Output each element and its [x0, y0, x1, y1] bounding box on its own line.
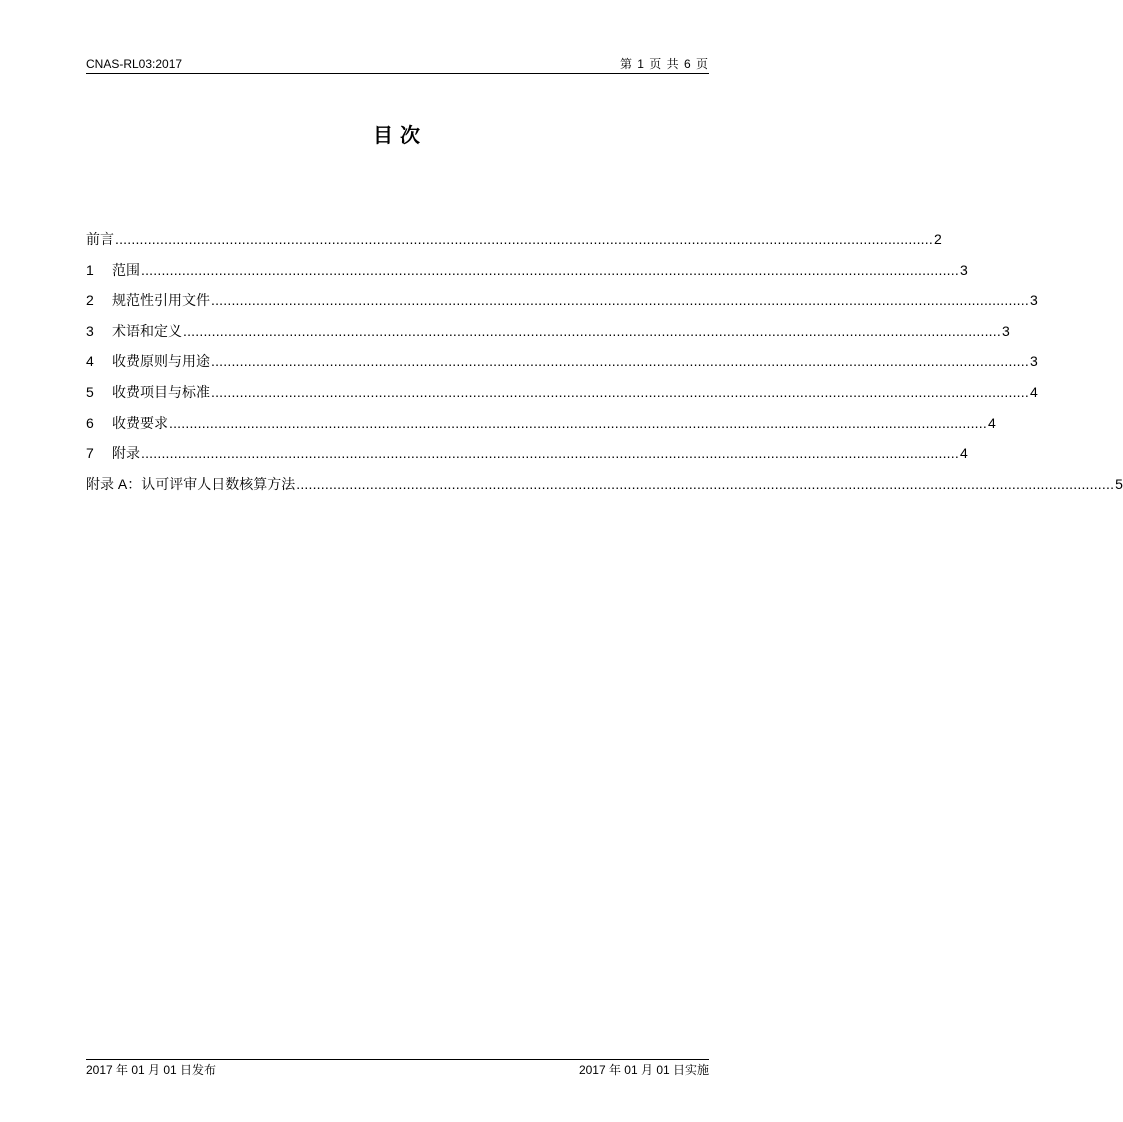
toc-entry-page: 4	[987, 414, 996, 431]
toc-entry-number: 6	[86, 414, 94, 431]
toc-entry-normative-references[interactable]	[86, 290, 1038, 321]
table-of-contents	[86, 229, 1123, 504]
toc-entry-number: 2	[86, 292, 94, 309]
toc-leader-dots: ........................................................................................................................................................................................................	[115, 231, 933, 247]
toc-entry-page: 5	[1115, 475, 1123, 492]
toc-entry-appendix[interactable]	[86, 443, 968, 474]
toc-leader-dots: ........................................................................................................................................................................................................	[211, 292, 1029, 309]
toc-entry-label: 附录	[112, 445, 140, 462]
page-number-info: 第 1 页 共 6 页	[619, 57, 709, 71]
toc-leader-dots: ........................................................................................................................................................................................................	[211, 353, 1029, 370]
toc-entry-number: 4	[86, 353, 94, 370]
toc-entry-label: 收费原则与用途	[112, 353, 210, 370]
toc-entry-page: 3	[959, 261, 968, 278]
toc-leader-dots: ........................................................................................................................................................................................................	[296, 475, 1115, 492]
toc-entry-fee-items[interactable]	[86, 382, 1038, 413]
toc-entry-label: 范围	[112, 261, 140, 278]
document-code: CNAS-RL03:2017	[86, 57, 183, 71]
toc-entry-page: 3	[1001, 322, 1010, 339]
toc-entry-label: 收费项目与标准	[112, 383, 210, 400]
publish-date: 2017 年 01 月 01 日发布	[86, 1063, 217, 1077]
toc-entry-page: 4	[959, 445, 968, 462]
page-header	[86, 56, 709, 74]
toc-entry-foreword[interactable]	[86, 229, 942, 260]
toc-entry-fee-requirements[interactable]	[86, 413, 996, 444]
toc-entry-page: 3	[1029, 292, 1038, 309]
toc-entry-scope[interactable]	[86, 260, 968, 291]
page-footer	[86, 1059, 709, 1080]
toc-entry-label: 收费要求	[112, 414, 168, 431]
toc-leader-dots: ........................................................................................................................................................................................................	[141, 261, 959, 278]
toc-entry-number: 3	[86, 322, 94, 339]
toc-leader-dots: ........................................................................................................................................................................................................	[183, 322, 1001, 339]
toc-entry-number: 1	[86, 261, 94, 278]
page-title: 目 次	[373, 123, 420, 147]
toc-entry-label: 规范性引用文件	[112, 292, 210, 309]
toc-entry-page: 2	[933, 231, 942, 247]
implement-date: 2017 年 01 月 01 日实施	[578, 1063, 709, 1077]
toc-entry-label: 术语和定义	[112, 322, 182, 339]
toc-entry-number: 5	[86, 383, 94, 400]
toc-entry-appendix-a[interactable]	[86, 474, 1123, 505]
toc-entry-label: 附录 A：认可评审人日数核算方法	[86, 475, 296, 492]
toc-entry-fee-principles[interactable]	[86, 351, 1038, 382]
toc-leader-dots: ........................................................................................................................................................................................................	[169, 414, 987, 431]
toc-leader-dots: ........................................................................................................................................................................................................	[141, 445, 959, 462]
toc-entry-number: 7	[86, 445, 94, 462]
toc-entry-terms-definitions[interactable]	[86, 321, 1010, 352]
toc-entry-page: 3	[1029, 353, 1038, 370]
toc-leader-dots: ........................................................................................................................................................................................................	[211, 383, 1029, 400]
toc-entry-page: 4	[1029, 383, 1038, 400]
toc-entry-label: 前言	[86, 231, 114, 247]
